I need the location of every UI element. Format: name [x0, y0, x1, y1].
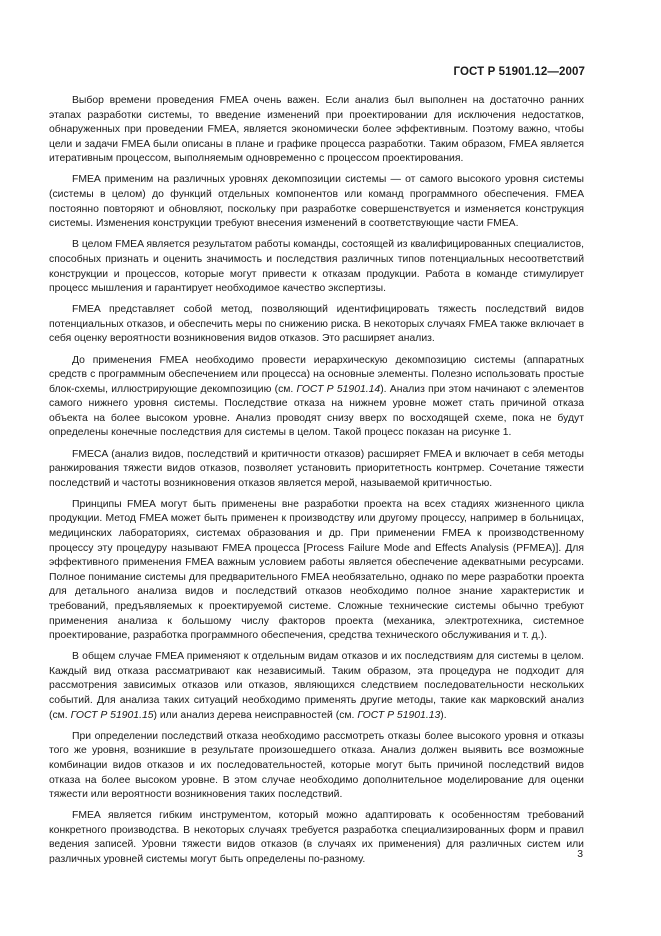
- paragraph-text: Принципы FMEA могут быть применены вне разработки проекта на всех стадиях жизненного цикла продукции. Метод FMEA может быть применен к производству или другому процессу, например в больницах, медицинских лабораториях, системах образования и др. При применении FMEA к производственному процессу эту процедуру называют FMEA процесса [Process Failure Mode and Effects Analysis (PFMEA)]. Для эффективного применения FMEA важным условием работы является обеспечение адекватными ресурсами. Полное понимание системы для предварительного FMEA необязательно, однако по мере разработки проекта для детального анализа видов и последствий отказов необходимо полное знание характеристик и требований, предъявляемых к проектируемой системе. Сложные технические системы обычно требуют применения анализа к большому числу факторов проекта (механика, электротехника, системное проектирование, разработка программного обеспечения, средства технического обслуживания и т. д.).: [49, 498, 584, 642]
- standard-reference: ГОСТ Р 51901.15: [70, 709, 154, 721]
- paragraph-text: При определении последствий отказа необходимо рассмотреть отказы более высокого уровня и отказы того же уровня, возникшие в результате произошедшего отказа. Анализ должен выявить все возможные комбинации видов отказов и их последовательностей, которые могут быть причиной последствий видов отказа на более высоком уровне. В этом случае необходимо дополнительное моделирование для оценки тяжести или вероятности возникновения таких последствий.: [49, 730, 584, 801]
- paragraph: [49, 173, 584, 231]
- page-number: 3: [577, 849, 583, 860]
- paragraph-text: FMEA применим на различных уровнях декомпозиции системы — от самого высокого уровня системы (системы в целом) до функций отдельных компонентов или команд программного обеспечения. FMEA постоянно повторяют и обновляют, поскольку при разработке совершенствуется и изменяется конструкция системы. Изменения конструкции требуют внесения изменений в соответствующие части FMEA.: [49, 174, 584, 230]
- paragraph: [49, 354, 584, 442]
- paragraph: [49, 809, 584, 867]
- paragraph-text: FMECA (анализ видов, последствий и критичности отказов) расширяет FMEA и включает в себя методы ранжирования тяжести видов отказов, позволяет установить приоритетность контрмер. Сочетание тяжести последствий и частоты возникновения отказов является мерой, называемой критичностью.: [49, 448, 584, 489]
- paragraph-text: Выбор времени проведения FMEA очень важен. Если анализ был выполнен на достаточно ранних этапах разработки системы, то введение изменений при проектировании для исключения недостатков, обнаруженных при проведении FMEA, является экономически более эффективным. Поэтому важно, чтобы цели и задачи FMEA были описаны в плане и графике процесса разработки. Таким образом, FMEA является итеративным процессом, выполняемым одновременно с процессом проектирования.: [49, 95, 584, 165]
- paragraph: [49, 730, 584, 803]
- paragraph-text: FMEA является гибким инструментом, который можно адаптировать к особенностям требований конкретного производства. В некоторых случаях требуется разработка специализированных форм и правил ведения записей. Уровни тяжести видов отказов (в случаях их применения) для различных систем или различных уровней системы могут быть определены по-разному.: [49, 810, 584, 865]
- paragraph-text: До применения FMEA необходимо провести иерархическую декомпозицию системы (аппаратных средств с программным обеспечением или процесса) на основные элементы. Полезно использовать простые блок-схемы, иллюстрирующие декомпозицию (см.: [49, 354, 584, 395]
- body-text: [49, 94, 584, 874]
- paragraph: [49, 303, 584, 347]
- paragraph-text: ).: [440, 709, 447, 721]
- standard-reference: ГОСТ Р 51901.13: [357, 709, 441, 721]
- paragraph-text: ). Анализ при этом начинают с элементов самого нижнего уровня системы. Последствие отказа на нижнем уровне может стать причиной отказа объекта на более высоком уровне. Анализ проводят снизу вверх по восходящей схеме, пока не будут определены конечные последствия для системы в целом. Такой процесс показан на рисунке 1.: [49, 383, 585, 439]
- paragraph: [49, 94, 584, 167]
- paragraph-text: ) или анализ дерева неисправностей (см.: [153, 709, 358, 721]
- paragraph-text: В общем случае FMEA применяют к отдельным видам отказов и их последствиям для системы в целом. Каждый вид отказа рассматривают как независимый. Таким образом, эта процедура не подходит для рассмотрения зависимых отказов или отказов, являющихся следствием последовательности нескольких событий. Для анализа таких ситуаций необходимо применять другие методы, такие как марковский анализ (см.: [49, 651, 584, 721]
- paragraph-text: В целом FMEA является результатом работы команды, состоящей из квалифицированных специалистов, способных признать и оценить значимость и последствия различных типов потенциальных несоответствий конструкции и процессов, которые могут привести к отказам продукции. Работа в команде стимулирует процесс мышления и гарантирует необходимое качество экспертизы.: [49, 239, 584, 295]
- paragraph-text: FMEA представляет собой метод, позволяющий идентифицировать тяжесть последствий видов потенциальных отказов, и обеспечить меры по снижению риска. В некоторых случаях FMEA также включает в себя оценку вероятности возникновения видов отказов. Это расширяет анализ.: [49, 304, 584, 345]
- standard-header: ГОСТ Р 51901.12—2007: [453, 66, 585, 78]
- paragraph: [49, 498, 584, 644]
- paragraph: [49, 238, 584, 296]
- standard-reference: ГОСТ Р 51901.14: [296, 383, 381, 395]
- paragraph: [49, 448, 584, 492]
- paragraph: [49, 650, 584, 723]
